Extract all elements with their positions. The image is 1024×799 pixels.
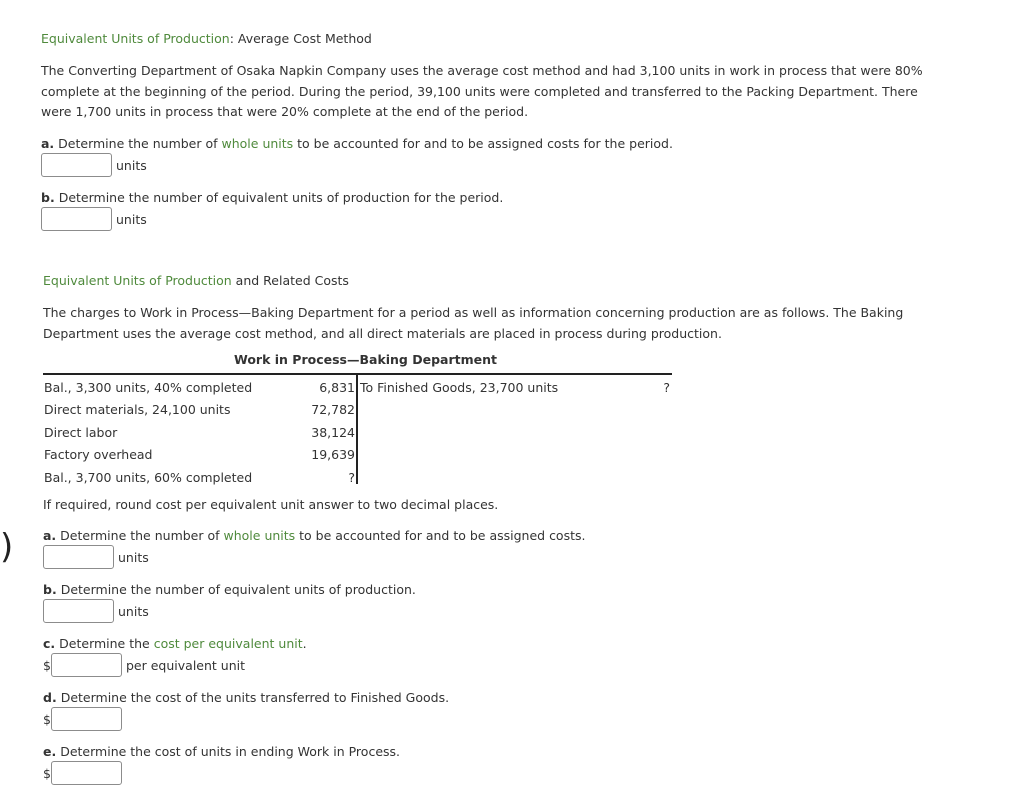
credit-label: To Finished Goods, 23,700 units xyxy=(360,380,559,395)
section2-paragraph: The charges to Work in Process—Baking Department for a period as well as information concerning production are as follows. The Baking Department uses the average cost method, and all direct materials are placed in process during production. xyxy=(43,305,904,341)
credit-amount: ? xyxy=(663,380,670,395)
section2-title-link[interactable]: Equivalent Units of Production xyxy=(43,273,232,288)
rounding-note: If required, round cost per equivalent unit answer to two decimal places. xyxy=(43,497,499,512)
debit-label: Factory overhead xyxy=(44,447,153,462)
section2-a-input[interactable] xyxy=(43,545,114,569)
section2-title-rest: and Related Costs xyxy=(231,273,349,288)
units-label: units xyxy=(118,604,149,619)
debit-amount: 6,831 xyxy=(319,380,355,395)
section1-paragraph: The Converting Department of Osaka Napkin Company uses the average cost method and had 3,100 units in work in process that were 80% complete at the beginning of the period. During the period, 39,100 units were completed and transferred to the Packing Department. There were 1,700 units in process that were 20% complete at the end of the period. xyxy=(41,63,923,119)
section2-c-input[interactable] xyxy=(51,653,122,677)
units-label: units xyxy=(116,212,147,227)
section2-question-c: c. Determine the cost per equivalent unit. xyxy=(43,636,307,651)
section1-question-b: b. Determine the number of equivalent units of production for the period. xyxy=(41,190,504,205)
debit-amount: 72,782 xyxy=(311,402,355,417)
question-letter: d. xyxy=(43,690,57,705)
whole-units-link[interactable]: whole units xyxy=(223,528,296,543)
debit-amount: 38,124 xyxy=(311,425,355,440)
section2-question-b: b. Determine the number of equivalent units of production. xyxy=(43,582,416,597)
page-bracket-mark: ) xyxy=(0,527,14,567)
currency-symbol: $ xyxy=(43,658,51,673)
units-label: units xyxy=(118,550,149,565)
section1-title-rest: : Average Cost Method xyxy=(229,31,372,46)
whole-units-link[interactable]: whole units xyxy=(221,136,294,151)
debit-label: Direct labor xyxy=(44,425,118,440)
section1-title xyxy=(41,31,372,46)
section2-question-e: e. Determine the cost of units in ending Work in Process. xyxy=(43,744,401,759)
units-label: units xyxy=(116,158,147,173)
question-letter: e. xyxy=(43,744,57,759)
ledger-center-line xyxy=(356,374,358,484)
section2-title xyxy=(43,273,349,288)
section1-title-link[interactable]: Equivalent Units of Production xyxy=(41,31,230,46)
section2-question-d: d. Determine the cost of the units transferred to Finished Goods. xyxy=(43,690,450,705)
section2-e-input[interactable] xyxy=(51,761,122,785)
question-letter: c. xyxy=(43,636,56,651)
section2-question-a: a. Determine the number of whole units to be accounted for and to be assigned costs. xyxy=(43,528,586,543)
section1-a-input[interactable] xyxy=(41,153,112,177)
question-letter: a. xyxy=(43,528,57,543)
debit-amount: 19,639 xyxy=(311,447,355,462)
debit-amount: ? xyxy=(348,470,355,485)
debit-label: Bal., 3,700 units, 60% completed xyxy=(44,470,253,485)
question-letter: b. xyxy=(43,582,57,597)
question-letter: b. xyxy=(41,190,55,205)
section1-question-a: a. Determine the number of whole units to be accounted for and to be assigned costs for the period. xyxy=(41,136,673,151)
ledger-title: Work in Process—Baking Department xyxy=(234,352,497,367)
section2-b-input[interactable] xyxy=(43,599,114,623)
debit-label: Direct materials, 24,100 units xyxy=(44,402,231,417)
section1-b-input[interactable] xyxy=(41,207,112,231)
section2-d-input[interactable] xyxy=(51,707,122,731)
per-equivalent-unit-label: per equivalent unit xyxy=(126,658,245,673)
question-letter: a. xyxy=(41,136,55,151)
currency-symbol: $ xyxy=(43,766,51,781)
debit-label: Bal., 3,300 units, 40% completed xyxy=(44,380,253,395)
currency-symbol: $ xyxy=(43,712,51,727)
cost-per-equivalent-unit-link[interactable]: cost per equivalent unit xyxy=(153,636,303,651)
